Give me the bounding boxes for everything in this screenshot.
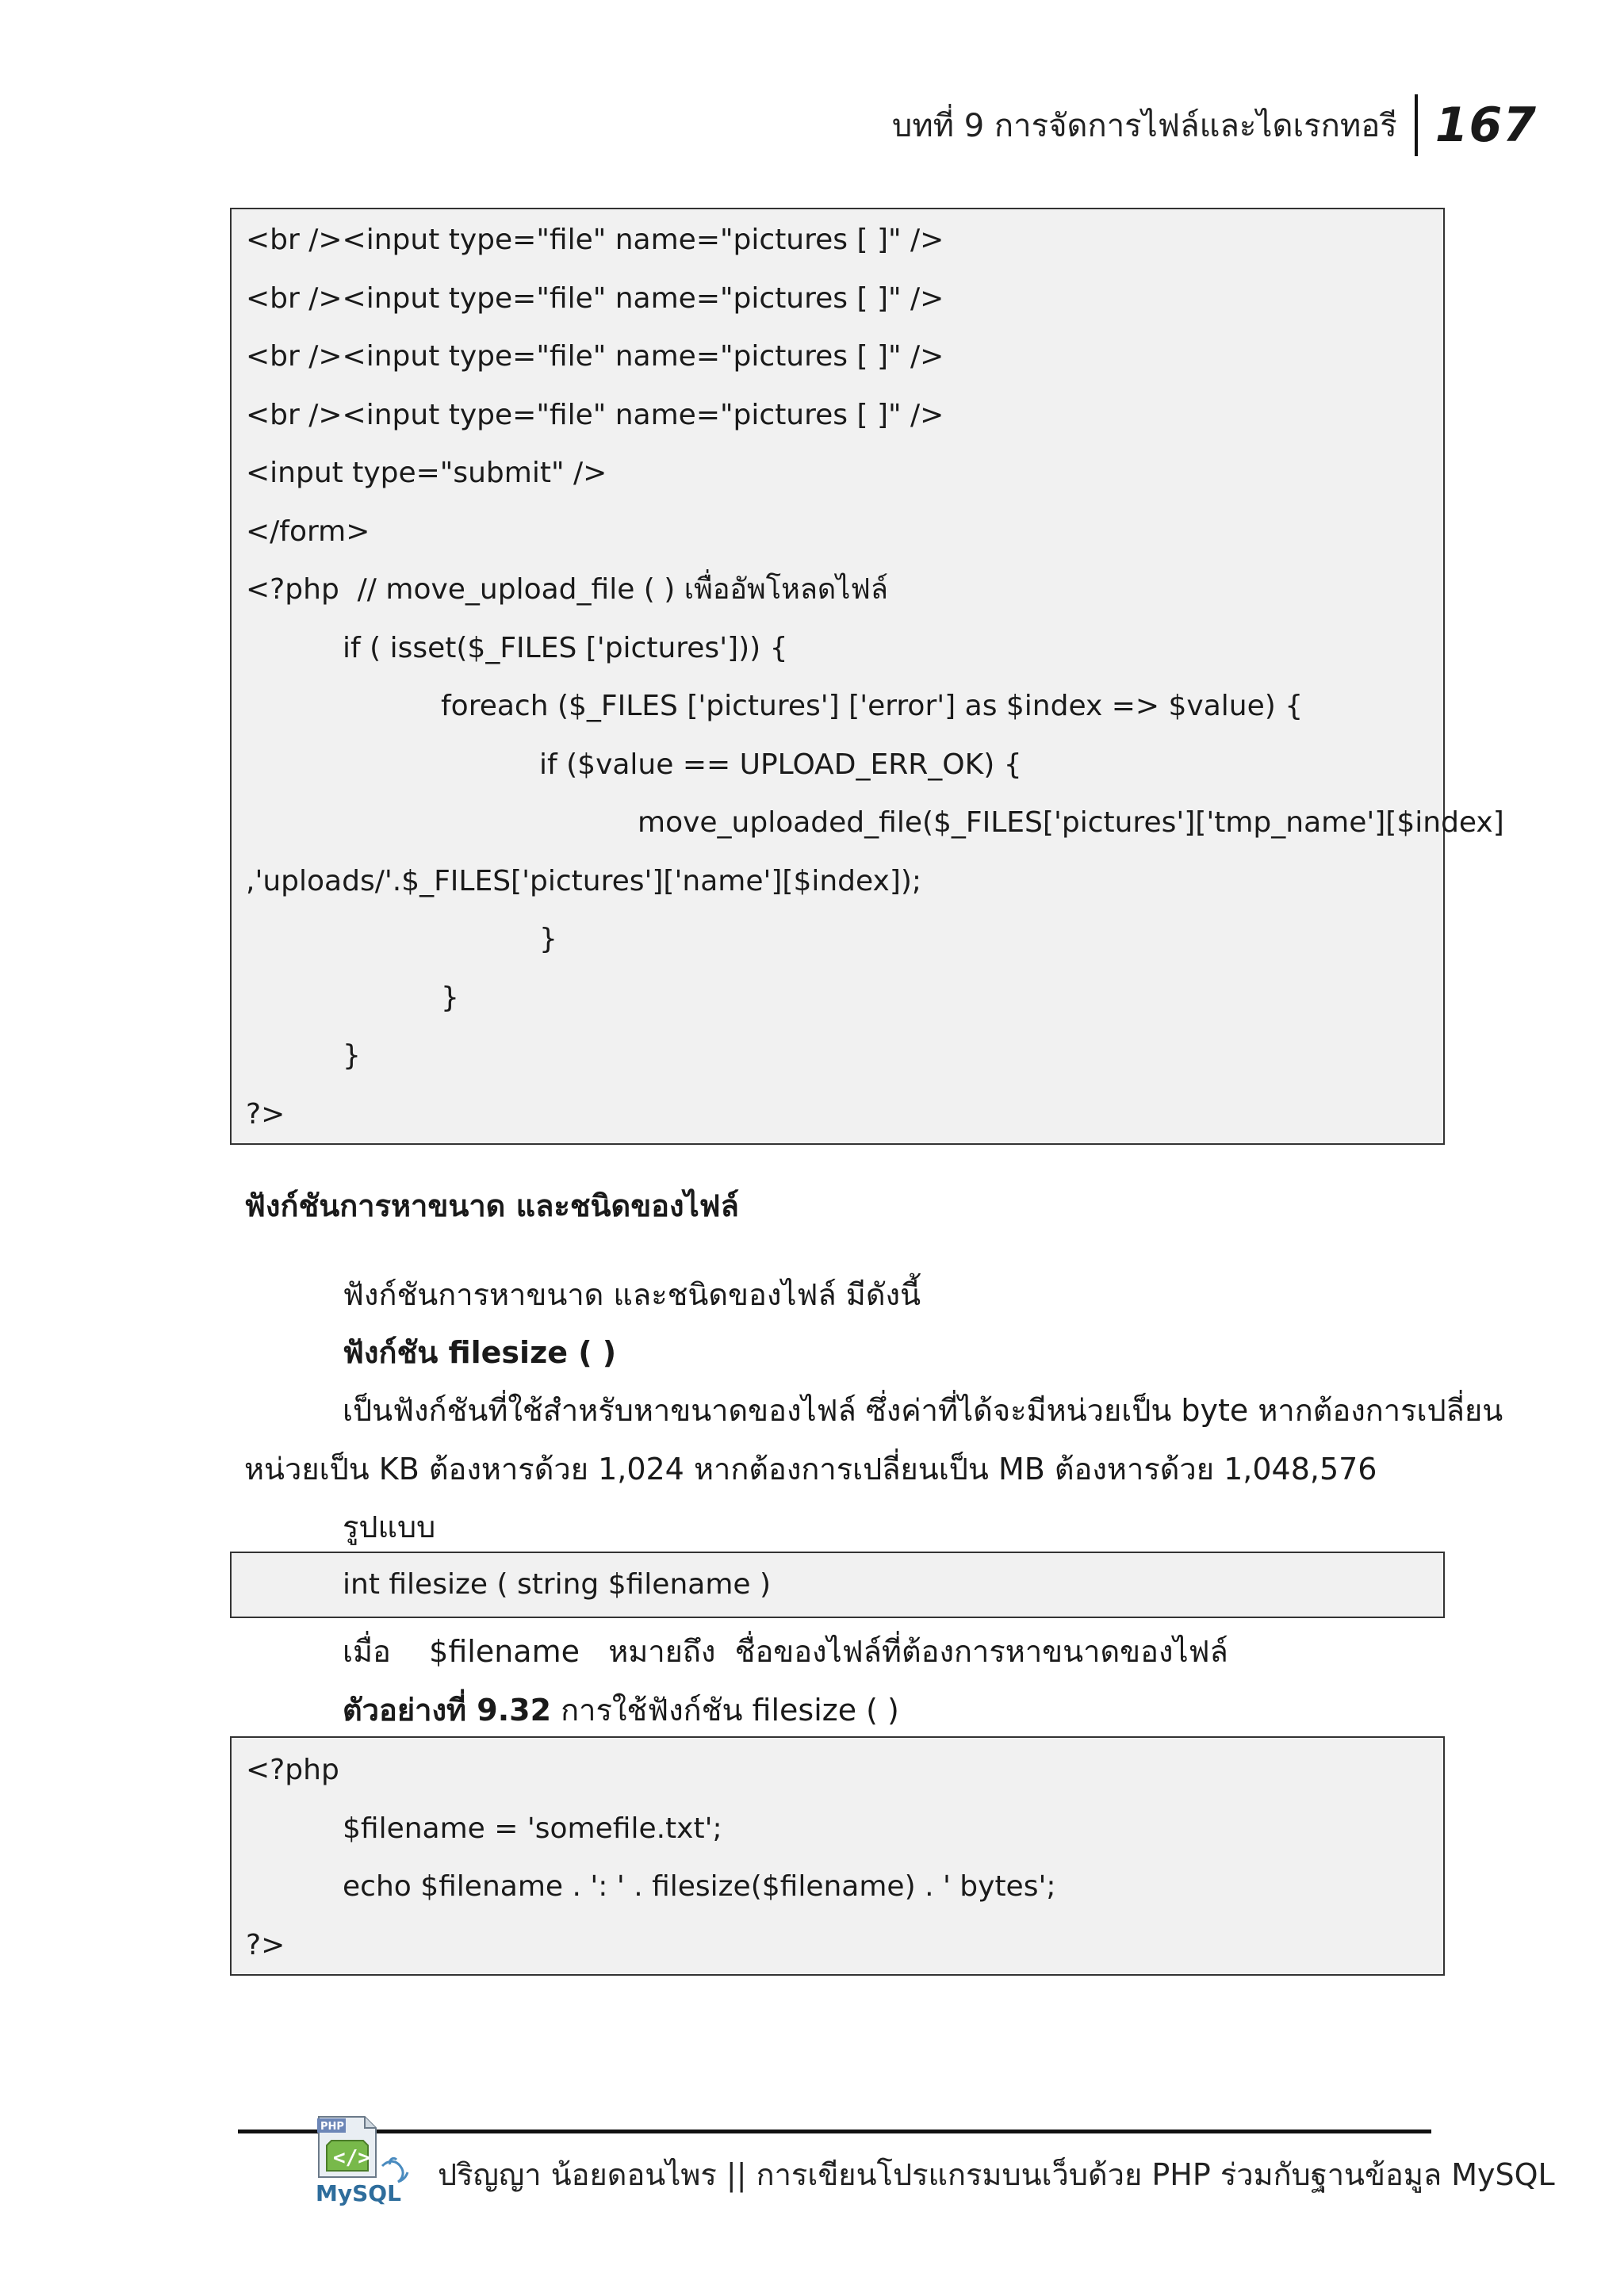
page-number: 167 — [1434, 98, 1537, 153]
code-line: } — [539, 923, 557, 955]
code-line: } — [343, 1039, 361, 1072]
page-header — [892, 94, 1537, 157]
code-line: $filename = 'somefile.txt'; — [343, 1812, 722, 1845]
syntax-line: int filesize ( string $filename ) — [343, 1568, 772, 1601]
param-description: เมื่อ $filename หมายถึง ชื่อของไฟล์ที่ต้องการหาขนาดของไฟล์ — [343, 1634, 1228, 1669]
code-block-filesize — [230, 1736, 1445, 1976]
example-caption — [343, 1686, 899, 1734]
footer-text: ปริญญา น้อยดอนไพร || การเขียนโปรแกรมบนเว็บด้วย PHP ร่วมกับฐานข้อมูล MySQL — [438, 2157, 1555, 2192]
function-heading: ฟังก์ชัน filesize ( ) — [343, 1335, 617, 1370]
code-line: </form> — [246, 515, 370, 548]
section-heading: ฟังก์ชันการหาขนาด และชนิดของไฟล์ — [244, 1188, 739, 1223]
code-line: } — [441, 981, 459, 1014]
code-line: <?php // move_upload_file ( ) เพื่ออัพโหลดไฟล์ — [246, 573, 888, 606]
code-line: <br /><input type="file" name="pictures [ ]" /> — [246, 340, 944, 373]
php-mysql-logo-icon — [314, 2109, 425, 2208]
code-line: ,'uploads/'.$_FILES['pictures']['name'][$index]); — [246, 864, 922, 897]
code-line: <br /><input type="file" name="pictures [ ]" /> — [246, 398, 944, 431]
code-line: ?> — [246, 1928, 285, 1961]
code-line: <?php — [246, 1754, 339, 1786]
code-line: <br /><input type="file" name="pictures [ ]" /> — [246, 281, 944, 315]
code-line: <input type="submit" /> — [246, 457, 607, 489]
code-line: if ($value == UPLOAD_ERR_OK) { — [539, 748, 1022, 781]
intro-text: ฟังก์ชันการหาขนาด และชนิดของไฟล์ มีดังนี้ — [343, 1277, 921, 1312]
svg-text:</>: </> — [333, 2146, 370, 2170]
code-line: <br /><input type="file" name="pictures [ ]" /> — [246, 224, 944, 256]
syntax-label: รูปแบบ — [343, 1510, 436, 1544]
syntax-box — [230, 1552, 1445, 1618]
code-line: echo $filename . ': ' . filesize($filename) . ' bytes'; — [343, 1870, 1056, 1903]
example-caption-text: การใช้ฟังก์ชัน filesize ( ) — [551, 1693, 899, 1728]
code-line: move_uploaded_file($_FILES['pictures']['tmp_name'][$index] — [638, 806, 1504, 839]
code-line: ?> — [246, 1097, 285, 1131]
example-label: ตัวอย่างที่ 9.32 — [343, 1693, 552, 1728]
description-line-1: เป็นฟังก์ชันที่ใช้สำหรับหาขนาดของไฟล์ ซึ่งค่าที่ได้จะมีหน่วยเป็น byte หากต้องการเปลี่ยน — [343, 1393, 1503, 1428]
description-line-2: หน่วยเป็น KB ต้องหารด้วย 1,024 หากต้องการเปลี่ยนเป็น MB ต้องหารด้วย 1,048,576 — [244, 1452, 1377, 1487]
code-block-upload — [230, 208, 1504, 1145]
code-line: if ( isset($_FILES ['pictures'])) { — [343, 631, 788, 664]
chapter-title: บทที่ 9 การจัดการไฟล์และไดเรกทอรี — [891, 108, 1397, 144]
svg-text:PHP: PHP — [320, 2121, 344, 2133]
svg-text:MySQL: MySQL — [316, 2180, 401, 2206]
code-line: foreach ($_FILES ['pictures'] ['error'] as $index => $value) { — [441, 690, 1304, 722]
